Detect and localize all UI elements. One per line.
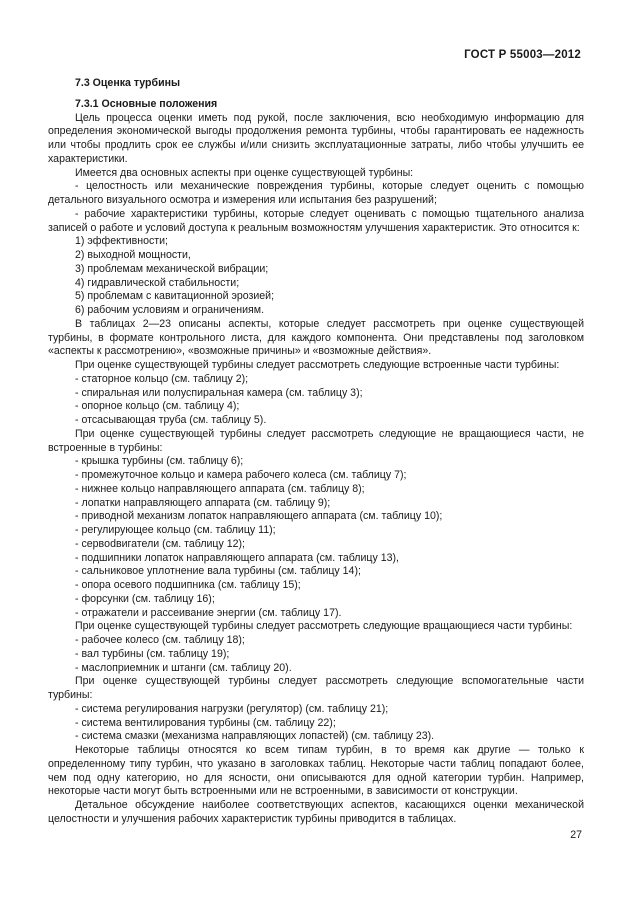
list-item: - сервodвигатели (см. таблицу 12); <box>75 537 245 550</box>
list-item: - спиральная или полуспиральная камера (см. таблицу 3); <box>75 386 363 399</box>
list-item: - рабочее колесо (см. таблицу 18); <box>75 634 245 646</box>
list-item: - приводной механизм лопаток направляющего аппарата (см. таблицу 10); <box>75 510 443 523</box>
list-item: - система вентилирования турбины (см. таблицу 22); <box>75 716 336 729</box>
standard-id: ГОСТ Р 55003—2012 <box>464 49 581 61</box>
list-item: - промежуточное кольцо и камера рабочего колеса (см. таблицу 7); <box>75 469 407 481</box>
list-item: 6) рабочим условиям и ограничениям. <box>75 304 265 316</box>
list-item: - лопатки направляющего аппарата (см. таблицу 9); <box>75 496 331 509</box>
list-item: 5) проблемам с кавитационной эрозией; <box>75 290 275 303</box>
subsection-heading: 7.3.1 Основные положения <box>75 97 218 110</box>
paragraph-aspects-intro: Имеется два основных аспекты при оценке существующей турбины: <box>75 166 414 179</box>
page-content <box>48 77 584 827</box>
section-heading: 7.3 Оценка турбины <box>75 77 181 89</box>
list-item: - регулирующее кольцо (см. таблицу 11); <box>75 524 276 536</box>
list-item: - система смазки (механизма направляющих лопастей) (см. таблицу 23). <box>75 730 435 743</box>
list-item: - отсасывающая труба (см. таблицу 5). <box>75 414 267 426</box>
list-item: - подшипники лопаток направляющего аппарата (см. таблицу 13), <box>75 551 399 564</box>
paragraph-embedded-intro: При оценке существующей турбины следует рассмотреть следующие встроенные части турбины: <box>75 359 560 371</box>
list-item: 4) гидравлической стабильности; <box>75 276 240 289</box>
list-item: - система регулирования нагрузки (регулятор) (см. таблицу 21); <box>75 702 389 715</box>
paragraph-tables-overview: В таблицах 2—23 описаны аспекты, которые следует рассмотреть при оценке существующей турбины, в формате контрольного листа, для каждого компонента. Они представлены под заголовком «аспекты к рассмотрению», «возможные причины» и «возможные действия». <box>48 317 584 358</box>
list-item: - сальниковое уплотнение вала турбины (см. таблицу 14); <box>75 565 361 578</box>
list-item: - нижнее кольцо направляющего аппарата (см. таблицу 8); <box>75 482 365 495</box>
list-item: - опора осевого подшипника (см. таблицу 15); <box>75 579 301 591</box>
list-item: - форсунки (см. таблицу 16); <box>75 592 215 605</box>
list-item: - вал турбины (см. таблицу 19); <box>75 647 230 660</box>
list-item: - крышка турбины (см. таблицу 6); <box>75 455 244 468</box>
paragraph-auxiliary-intro: При оценке существующей турбины следует рассмотреть следующие вспомогательные части турбины: <box>48 675 584 701</box>
list-item: - маслоприемник и штанги (см. таблицу 20). <box>75 661 292 674</box>
list-item: - статорное кольцо (см. таблицу 2); <box>75 372 249 385</box>
list-item: 1) эффективности; <box>75 235 168 248</box>
paragraph-performance: - рабочие характеристики турбины, которые следует оценивать с помощью тщательного анализа записей о работе и условий доступа к реальным возможностям улучшения характеристик. Это относится к: <box>48 207 584 234</box>
list-item: - опорное кольцо (см. таблицу 4); <box>75 400 240 413</box>
paragraph-table-scope: Некоторые таблицы относятся ко всем типам турбин, в то время как другие — только к определенному типу турбин, что указано в заголовках таблиц. Некоторые части таблиц попадают более, чем под одну категорию, но для ясности, они описываются для одной категории турбин. Например, некоторые части могут быть встроенными или не встроенными, в зависимости от конструкции. <box>48 744 584 798</box>
paragraph-nonrotating-intro: При оценке существующей турбины следует рассмотреть следующие не вращающиеся части, не встроенные в турбины: <box>48 427 584 454</box>
paragraph-integrity: - целостность или механические повреждения турбины, которые следует оценить с помощью детального визуального осмотра и измерения или испытания без разрушений; <box>48 180 584 206</box>
paragraph-purpose: Цель процесса оценки иметь под рукой, после заключения, всю необходимую информацию для определения экономической выгоды продолжения ремонта турбины, чтобы гарантировать ее надежность или чтобы продлить срок ее службы и/или снизить эксплуатационные затраты, либо чтобы улучшить ее характеристики. <box>48 111 584 165</box>
paragraph-rotating-intro: При оценке существующей турбины следует рассмотреть следующие вращающиеся части турбины: <box>75 620 573 633</box>
list-item: 3) проблемам механической вибрации; <box>75 262 269 275</box>
list-item: - отражатели и рассеивание энергии (см. таблицу 17). <box>75 606 342 619</box>
page-number: 27 <box>570 829 582 841</box>
paragraph-conclusion: Детальное обсуждение наиболее соответствующих аспектов, касающихся оценки механической целостности и улучшения рабочих характеристик турбины приводится в таблицах. <box>48 799 584 825</box>
list-item: 2) выходной мощности, <box>75 249 191 261</box>
